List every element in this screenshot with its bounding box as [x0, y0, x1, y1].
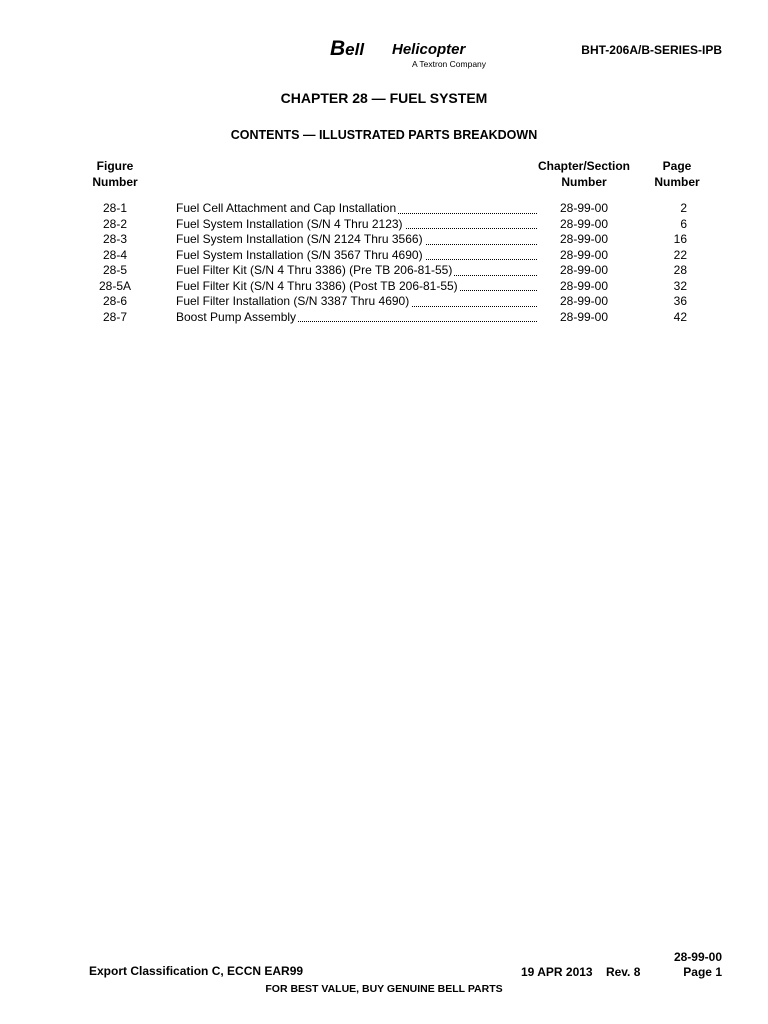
column-header-figure: Figure Number: [92, 159, 138, 189]
logo-subtitle: A Textron Company: [412, 59, 487, 69]
chapter-section-number: 28-99-00: [559, 294, 609, 308]
chapter-section-number: 28-99-00: [559, 247, 609, 262]
chapter-section-number: 28-99-00: [559, 309, 609, 324]
chapter-section-number: 28-99-00: [559, 201, 609, 215]
page-number: 32: [673, 278, 687, 293]
table-row: [0, 310, 768, 326]
footer-date-revision: 19 APR 2013 Rev. 8: [521, 965, 641, 979]
footer-slogan: FOR BEST VALUE, BUY GENUINE BELL PARTS: [265, 983, 503, 995]
page-number: 2: [680, 201, 687, 215]
figure-title: Fuel Filter Installation (S/N 3387 Thru 4690): [176, 294, 537, 310]
page-number: 42: [673, 309, 687, 324]
table-row: [0, 232, 768, 248]
figure-title: Fuel System Installation (S/N 4 Thru 2123): [176, 217, 537, 233]
chapter-section-number: 28-99-00: [559, 263, 609, 277]
figure-number: 28-1: [102, 201, 128, 215]
figure-number: 28-4: [102, 247, 128, 262]
figure-number: 28-3: [102, 232, 128, 246]
table-row: [0, 294, 768, 310]
figure-number: 28-5A: [98, 278, 132, 293]
page-number: 36: [673, 294, 687, 308]
chapter-section-number: 28-99-00: [559, 232, 609, 246]
figure-number: 28-7: [102, 309, 128, 324]
page-number: 28: [673, 263, 687, 277]
table-row: [0, 217, 768, 233]
chapter-section-number: 28-99-00: [559, 278, 609, 293]
contents-table: [0, 201, 768, 325]
page-number: 16: [673, 232, 687, 246]
column-header-page: Page Number: [654, 159, 700, 189]
footer-section-code: 28-99-00: [673, 950, 722, 964]
footer-export-classification: Export Classification C, ECCN EAR99: [89, 964, 304, 978]
footer-page-number: Page 1: [683, 965, 722, 979]
table-row: [0, 248, 768, 264]
figure-title: Fuel Filter Kit (S/N 4 Thru 3386) (Pre TB 206-81-55): [176, 263, 537, 279]
chapter-title: CHAPTER 28 — FUEL SYSTEM: [280, 90, 488, 106]
page-number: 22: [673, 247, 687, 262]
figure-number: 28-2: [102, 216, 128, 231]
table-row: [0, 201, 768, 217]
figure-title: Boost Pump Assembly: [176, 310, 537, 326]
table-row: [0, 279, 768, 295]
contents-title: CONTENTS — ILLUSTRATED PARTS BREAKDOWN: [230, 128, 538, 142]
figure-title: Fuel Cell Attachment and Cap Installation: [176, 201, 537, 217]
logo-mark: Bell: [330, 37, 365, 60]
chapter-section-number: 28-99-00: [559, 216, 609, 231]
figure-number: 28-6: [102, 294, 128, 308]
figure-title: Fuel Filter Kit (S/N 4 Thru 3386) (Post TB 206-81-55): [176, 279, 537, 295]
bell-helicopter-logo: [330, 38, 490, 72]
figure-title: Fuel System Installation (S/N 2124 Thru 3566): [176, 232, 537, 248]
table-row: [0, 263, 768, 279]
figure-title: Fuel System Installation (S/N 3567 Thru 4690): [176, 248, 537, 264]
document-id: BHT-206A/B-SERIES-IPB: [581, 43, 722, 57]
figure-number: 28-5: [102, 263, 128, 277]
page-number: 6: [680, 216, 687, 231]
column-header-chapter-section: Chapter/Section Number: [537, 159, 630, 189]
logo-wordmark: Helicopter: [392, 41, 466, 58]
